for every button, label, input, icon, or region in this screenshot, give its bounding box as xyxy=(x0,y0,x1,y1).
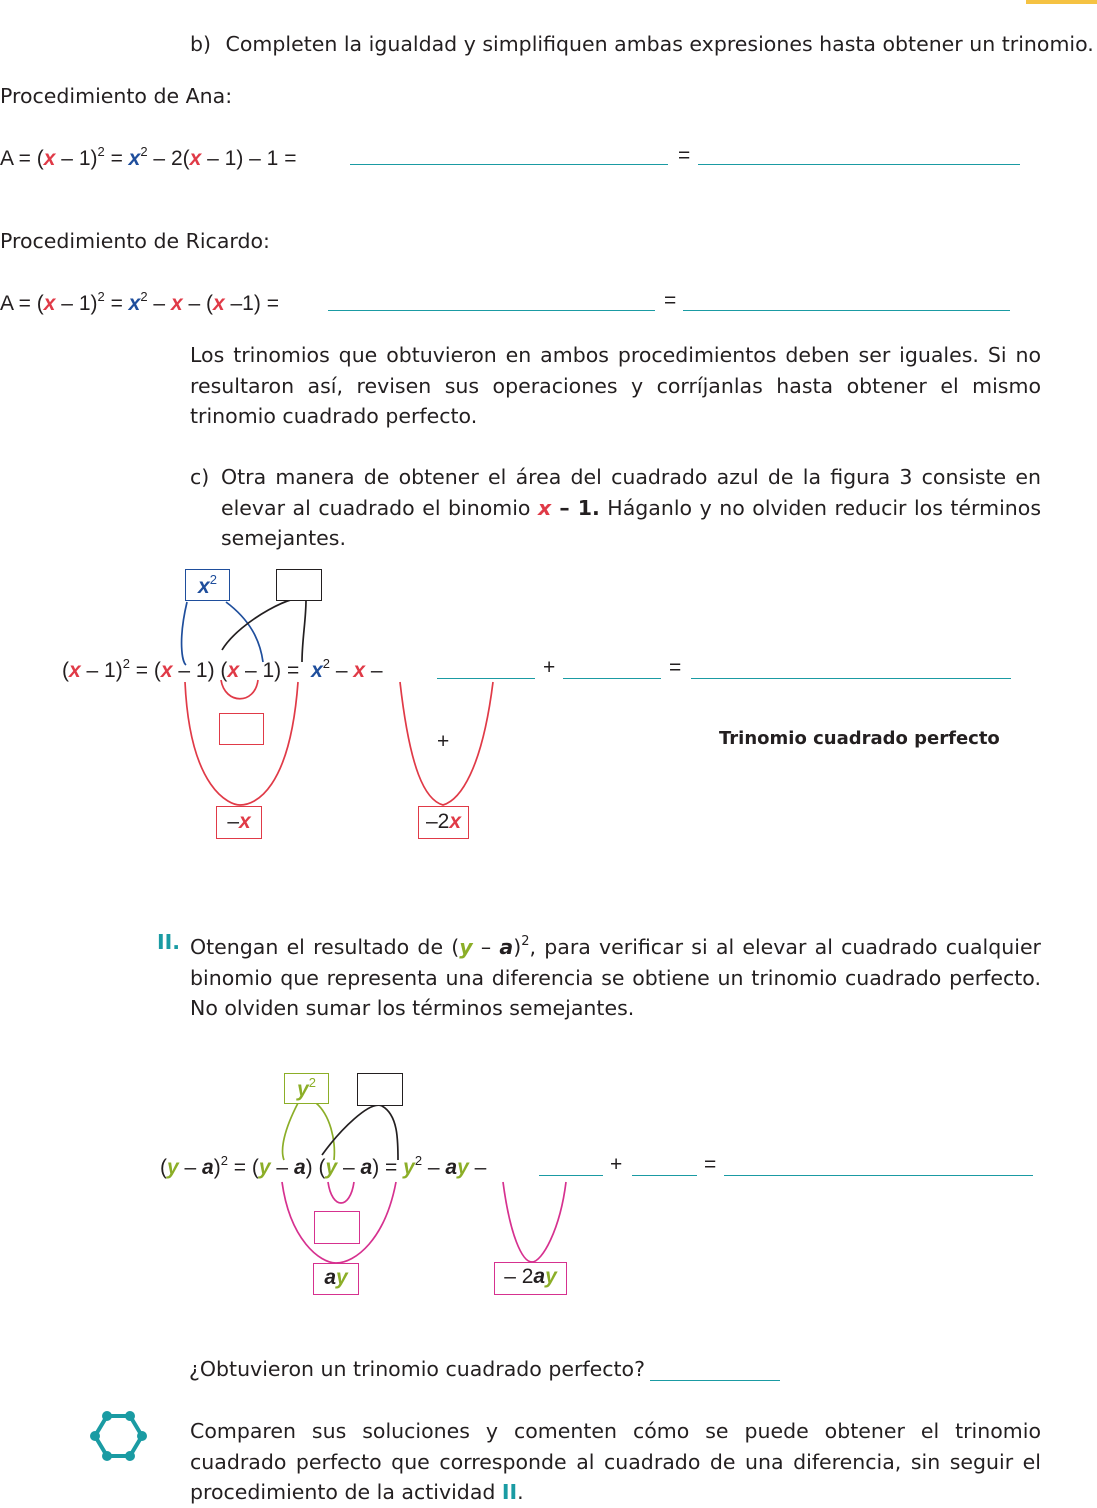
ana-equation: $A = (x - 1)^2 = x^2 - 2(x - 1) - 1$ = xyxy=(0,144,297,170)
box2-empty-top[interactable] xyxy=(357,1073,403,1106)
box-minus-2ay-text: – 2ay xyxy=(504,1265,557,1288)
question-text: ¿Obtuvieron un trinomio cuadrado perfecto? xyxy=(189,1357,645,1381)
box-empty-middle[interactable] xyxy=(219,713,264,745)
team-circle-icon xyxy=(90,1411,147,1461)
ana-equals: = xyxy=(678,144,691,167)
box-ay-text: ay xyxy=(324,1266,348,1289)
section-ii-label: II. xyxy=(157,930,181,954)
item-c-text: Otra manera de obtener el área del cuadrado azul de la figura 3 consiste en elevar al cuadrado el binomio x – 1. Háganlo y no olviden reducir los términos semejantes. xyxy=(221,465,1041,550)
plus-sign-1: + xyxy=(437,730,450,753)
d1-plus: + xyxy=(543,656,556,679)
arc-x2-right xyxy=(226,602,263,662)
arc-black-right xyxy=(302,600,306,662)
d2-answer-line-1[interactable] xyxy=(539,1175,603,1176)
arc-2ay-magenta xyxy=(503,1182,566,1262)
d2-answer-line-2[interactable] xyxy=(632,1175,697,1176)
section-ii-text: Otengan el resultado de (y – a)$^2$, para verificar si al elevar al cuadrado cualquier binomio que representa una diferencia se obtiene un trinomio cuadrado perfecto. No olviden sumar los términos semejantes. xyxy=(190,934,1041,1020)
arc-inner-magenta xyxy=(328,1182,354,1203)
ricardo-equation: $A = (x - 1)^2 = x^2 - x - (x$ –1) = xyxy=(0,289,279,315)
d1-answer-line-2[interactable] xyxy=(563,678,661,679)
box-x-squared-text: $x^2$ xyxy=(198,572,217,598)
item-b-text: Completen la igualdad y simplifiquen ambas expresiones hasta obtener un trinomio. xyxy=(225,32,1094,56)
question-answer-line[interactable] xyxy=(650,1380,780,1381)
d1-answer-line-3[interactable] xyxy=(691,678,1011,679)
compare-paragraph: Comparen sus soluciones y comenten cómo se puede obtener el trinomio cuadrado perfecto que corresponde al cuadrado de una diferencia, sin seguir el procedimiento de la actividad II. xyxy=(190,1419,1041,1504)
item-c-label: c) xyxy=(190,465,210,489)
box2-empty-middle[interactable] xyxy=(314,1211,360,1244)
diagram-2-equation: (y – a)$^2$ = (y – a) $(y - a) = y^2$ – ay – xyxy=(160,1153,487,1179)
d1-answer-line-1[interactable] xyxy=(437,678,535,679)
box-minus-x-text: –x xyxy=(227,810,251,833)
diagram-1-equation: (x – 1)$^2$ = (x – 1) $(x - 1) = x^2 - x$ – xyxy=(62,656,383,682)
box-y-squared-text: $y^2$ xyxy=(297,1075,316,1101)
arc-y2-left xyxy=(283,1103,298,1160)
d1-equals: = xyxy=(669,656,682,679)
ricardo-equals: = xyxy=(664,289,677,312)
check-paragraph: Los trinomios que obtuvieron en ambos procedimientos deben ser iguales. Si no resultaron así, revisen sus operaciones y corríjanlas hasta obtener el mismo trinomio cuadrado perfecto. xyxy=(190,343,1041,428)
item-b-label: b) xyxy=(190,32,212,56)
caption-trinomio: Trinomio cuadrado perfecto xyxy=(719,728,1000,749)
ana-title: Procedimiento de Ana: xyxy=(0,84,233,108)
box-minus-2x-text: –2x xyxy=(425,810,462,833)
d2-equals: = xyxy=(704,1153,717,1176)
d2-plus: + xyxy=(610,1153,623,1176)
arc-black-left xyxy=(222,598,305,650)
box-empty-top[interactable] xyxy=(276,569,322,601)
d2-answer-line-3[interactable] xyxy=(724,1175,1033,1176)
arc-black2-right xyxy=(382,1106,398,1160)
ricardo-title: Procedimiento de Ricardo: xyxy=(0,229,270,253)
